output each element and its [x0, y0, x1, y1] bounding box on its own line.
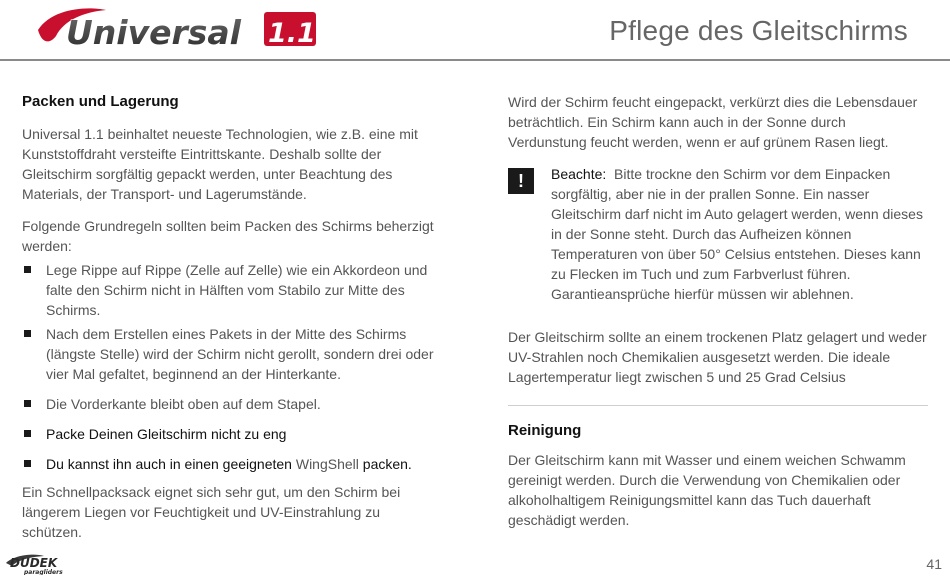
dudek-logo	[4, 553, 70, 575]
list-item	[22, 454, 442, 474]
list-item: Packe Deinen Gleitschirm nicht zu eng	[22, 424, 442, 444]
bullet-text: Du kannst ihn auch in einen geeigneten	[46, 456, 292, 472]
logo-version: 1.1	[268, 18, 316, 49]
logo-brand: DUDEK	[10, 556, 58, 570]
section-heading-packing: Packen und Lagerung	[22, 93, 179, 110]
list-item: Nach dem Erstellen eines Pakets in der Mitte des Schirms (längste Stelle) wird der Schirm nicht gerollt, sondern drei oder vier Mal gefaltet, beginnend an der Hinterkante.	[22, 324, 442, 384]
page-title: Pflege des Gleitschirms	[609, 15, 908, 46]
logo-brand-sub: paragliders	[24, 569, 63, 575]
wingshell-product-name: WingShell	[295, 456, 359, 472]
packing-rules-intro: Folgende Grundregeln sollten beim Packen des Schirms beherzigt werden:	[22, 218, 434, 254]
section-divider	[508, 405, 928, 406]
packing-outro: Ein Schnellpacksack eignet sich sehr gut, um den Schirm bei längerem Liegen vor Feuchtigkeit und UV-Einstrahlung zu schützen.	[22, 484, 401, 540]
left-column	[22, 92, 442, 542]
note-box	[508, 164, 928, 304]
list-item: Die Vorderkante bleibt oben auf dem Stapel.	[22, 394, 442, 414]
bullet-text: packen.	[362, 456, 412, 472]
note-text: Bitte trockne den Schirm vor dem Einpacken sorgfältig, aber nie in der prallen Sonne. Ein nasser Gleitschirm darf nicht im Auto gelagert werden, wenn dieses in der Sonne steht. Durch das Aufheizen können Temperaturen von über 50° Celsius entstehen. Dieses kann zu Flecken im Tuch und zum Farbverlust führen. Garantieansprüche hierfür müssen wir ablehnen.	[551, 166, 923, 302]
page-number: 41	[926, 556, 942, 572]
exclamation-icon: !	[508, 168, 534, 194]
packing-rules-list	[22, 260, 442, 474]
logo-wordmark: Universal	[66, 13, 241, 50]
packing-intro: Universal 1.1 beinhaltet neueste Technologien, wie z.B. eine mit Kunststoffdraht versteifte Eintrittskante. Deshalb sollte der Gleitschirm sorgfältig gepackt werden, unter Beachtung des Materials, der Transport- und Lagerumstände.	[22, 126, 418, 202]
page-header	[0, 0, 950, 62]
right-column	[508, 92, 928, 530]
cleaning-text: Der Gleitschirm kann mit Wasser und einem weichen Schwamm gereinigt werden. Durch die Verwendung von Chemikalien oder alkoholhaltigem Reinigungsmittel kann das Tuch dauerhaft geschädigt werden.	[508, 452, 906, 528]
storage-text: Der Gleitschirm sollte an einem trockenen Platz gelagert und weder UV-Strahlen noch Chemikalien ausgesetzt werden. Die ideale Lagertemperatur liegt zwischen 5 und 25 Grad Celsius	[508, 329, 927, 385]
wet-packing-warning: Wird der Schirm feucht eingepackt, verkürzt dies die Lebensdauer beträchtlich. Ein Schirm kann auch in der Sonne durch Verdunstung feucht werden, wenn er auf grünem Rasen liegt.	[508, 94, 918, 150]
list-item: Lege Rippe auf Rippe (Zelle auf Zelle) wie ein Akkordeon und falte den Schirm nicht in Hälften vom Stabilo zur Mitte des Schirms.	[22, 260, 442, 320]
header-divider	[0, 59, 950, 61]
note-paragraph	[551, 164, 928, 304]
section-heading-cleaning: Reinigung	[508, 422, 582, 439]
note-label: Beachte:	[551, 166, 607, 182]
universal-logo	[36, 6, 318, 50]
